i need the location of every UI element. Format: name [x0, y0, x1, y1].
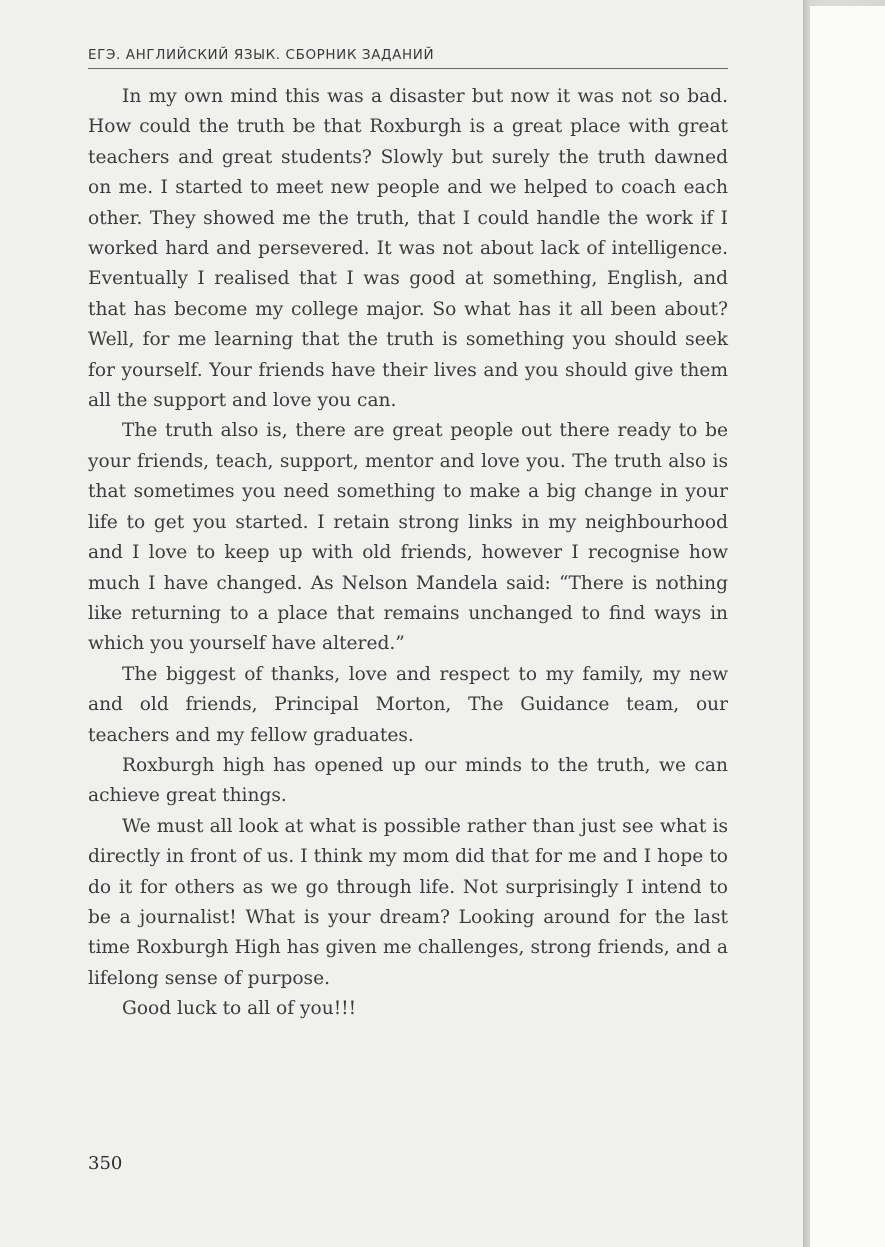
paragraph: We must all look at what is possible rather than just see what is directly in front of us. I think my mom did that for me and I hope to do it for others as we go through life. Not surprisingly I intend to be a journalist! What is your dream? Looking around for the last time Roxburgh High has given me challenges, strong friends, and a lifelong sense of purpose. [88, 815, 728, 989]
paragraph: Roxburgh high has opened up our minds to the truth, we can achieve great things. [88, 754, 728, 807]
paragraph: In my own mind this was a disaster but now it was not so bad. How could the truth be that Roxburgh is a great place with great teachers and great students? Slowly but surely the truth dawned on me. I started to meet new people and we helped to coach each other. They showed me the truth, that I could handle the work if I worked hard and persevered. It was not about lack of intelligence. Eventually I realised that I was good at something, English, and that has become my college major. So what has it all been about? Well, for me learning that the truth is something you should seek for yourself. Your friends have their lives and you should give them all the support and love you can. [88, 86, 728, 412]
paragraph: Good luck to all of you!!! [122, 998, 357, 1020]
running-header: ЕГЭ. АНГЛИЙСКИЙ ЯЗЫК. СБОРНИК ЗАДАНИЙ [88, 47, 435, 63]
body-text [88, 82, 728, 1025]
page-number: 350 [88, 1153, 123, 1174]
adjacent-page-margin [810, 6, 885, 1247]
paragraph: The truth also is, there are great people out there ready to be your friends, teach, support, mentor and love you. The truth also is that sometimes you need something to make a big change in your life to get you started. I retain strong links in my neighbourhood and I love to keep up with old friends, however I recognise how much I have changed. As Nelson Mandela said: “There is nothing like returning to a place that remains unchanged to find ways in which you yourself have altered.” [88, 420, 728, 655]
paragraph: The biggest of thanks, love and respect to my family, my new and old friends, Principal Morton, The Guidance team, our teachers and my fellow graduates. [88, 663, 728, 746]
header-rule [88, 68, 728, 69]
